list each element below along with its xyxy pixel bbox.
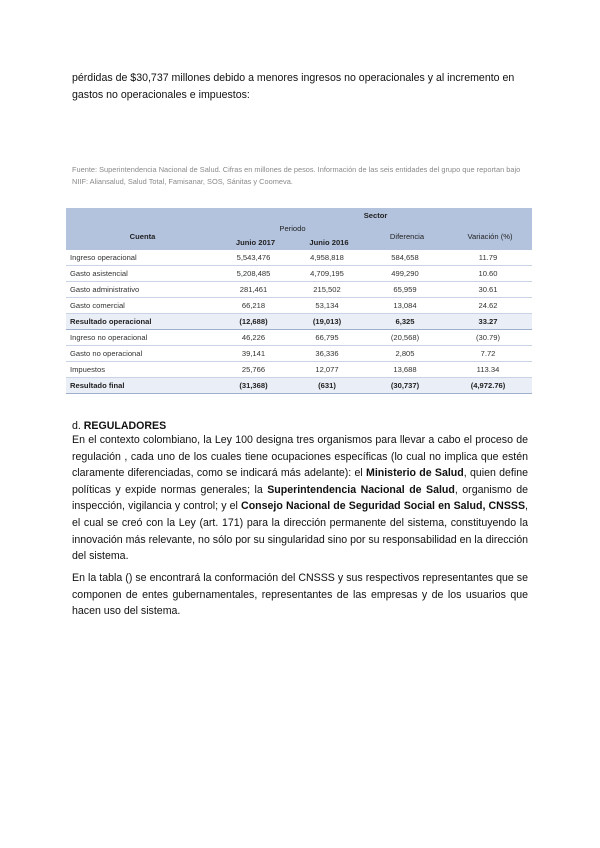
cell-variacion: 11.79 (448, 250, 532, 266)
cnsss-table-paragraph: En la tabla () se encontrará la conformación del CNSSS y sus respectivos representantes que se componen de entes gubernamentales, representantes de las empresas y de los usuarios que hacen uso del sistema. (72, 572, 528, 618)
section-prefix: d. (72, 420, 84, 432)
cell-diferencia: (20,568) (366, 330, 448, 346)
section-title: REGULADORES (83, 420, 167, 432)
cell-junio-2016: (19,013) (292, 314, 366, 330)
cell-junio-2017: 281,461 (219, 282, 292, 298)
table-row (66, 298, 532, 314)
cell-variacion: (4,972.76) (448, 378, 532, 394)
cell-junio-2017: 5,208,485 (219, 266, 292, 282)
table-row (66, 346, 532, 362)
cell-variacion: 24.62 (448, 298, 532, 314)
header-diferencia: Diferencia (366, 222, 448, 250)
cell-variacion: (30.79) (448, 330, 532, 346)
cell-cuenta: Impuestos (66, 362, 219, 378)
cell-variacion: 113.34 (448, 362, 532, 378)
table-row (66, 314, 532, 330)
ministerio-de-salud-term: Ministerio de Salud (366, 467, 464, 480)
table-row (66, 250, 532, 266)
cell-variacion: 10.60 (448, 266, 532, 282)
table-row (66, 330, 532, 346)
cell-cuenta: Gasto administrativo (66, 282, 219, 298)
cell-cuenta: Ingreso operacional (66, 250, 219, 266)
cell-diferencia: 13,084 (366, 298, 448, 314)
cell-junio-2016: 36,336 (292, 346, 366, 362)
cell-junio-2017: (31,368) (219, 378, 292, 394)
cell-cuenta: Ingreso no operacional (66, 330, 219, 346)
cell-junio-2016: 215,502 (292, 282, 366, 298)
cell-cuenta: Resultado operacional (66, 314, 219, 330)
cell-cuenta: Gasto comercial (66, 298, 219, 314)
cell-diferencia: 2,805 (366, 346, 448, 362)
table-row (66, 378, 532, 394)
cell-junio-2016: 4,958,818 (292, 250, 366, 266)
table-row (66, 266, 532, 282)
cell-junio-2017: 66,218 (219, 298, 292, 314)
cell-junio-2017: 46,226 (219, 330, 292, 346)
cell-junio-2016: 66,795 (292, 330, 366, 346)
superintendencia-term: Superintendencia Nacional de Salud (267, 483, 455, 496)
header-periodo: Periodo (219, 222, 366, 235)
cell-junio-2017: 39,141 (219, 346, 292, 362)
header-variacion: Variación (%) (448, 222, 532, 250)
cell-junio-2016: 4,709,195 (292, 266, 366, 282)
cell-cuenta: Resultado final (66, 378, 219, 394)
cell-junio-2016: 53,134 (292, 298, 366, 314)
financial-results-table (66, 208, 532, 394)
cell-diferencia: 13,688 (366, 362, 448, 378)
reguladores-paragraph: En el contexto colombiano, la Ley 100 designa tres organismos para llevar a cabo el proceso de regulación , cada uno de los cuales tiene ocupaciones específicas (lo cual no implica que estén claramente diferenciadas, como se indicará más adelante): el Ministerio de Salud, quien define políticas y expide normas generales; la Superintendencia Nacional de Salud, organismo de inspección, vigilancia y control; y el Consejo Nacional de Seguridad Social en Salud, CNSSS, el cual se creó con la Ley (art. 171) para la dirección permanente del sistema, constituyendo la innovación más relevante, no sólo por su singularidad sino por su responsabilidad en la dirección del sistema. (72, 434, 529, 563)
cell-diferencia: 584,658 (366, 250, 448, 266)
header-junio-2017: Junio 2017 (219, 235, 292, 250)
cell-junio-2016: (631) (292, 378, 366, 394)
cell-cuenta: Gasto asistencial (66, 266, 219, 282)
header-cuenta: Cuenta (66, 222, 219, 250)
header-sector: Sector (219, 208, 532, 222)
intro-paragraph: pérdidas de $30,737 millones debido a menores ingresos no operacionales y al incremento en gastos no operacionales e impuestos: (72, 72, 515, 101)
cell-diferencia: 499,290 (366, 266, 448, 282)
cell-junio-2016: 12,077 (292, 362, 366, 378)
cell-variacion: 30.61 (448, 282, 532, 298)
cell-diferencia: (30,737) (366, 378, 448, 394)
cell-diferencia: 65,959 (366, 282, 448, 298)
cell-variacion: 7.72 (448, 346, 532, 362)
cell-junio-2017: (12,688) (219, 314, 292, 330)
table-row (66, 362, 532, 378)
table-source-note: Fuente: Superintendencia Nacional de Salud. Cifras en millones de pesos. Información de las seis entidades del grupo que reportan bajo NIIF: Aliansalud, Salud Total, Famisanar, SOS, Sánitas y Coomeva. (72, 165, 521, 186)
cnsss-term: Consejo Nacional de Seguridad Social en Salud, CNSSS (241, 500, 526, 513)
cell-cuenta: Gasto no operacional (66, 346, 219, 362)
cell-diferencia: 6,325 (366, 314, 448, 330)
table-row (66, 282, 532, 298)
cell-junio-2017: 25,766 (219, 362, 292, 378)
cell-junio-2017: 5,543,476 (219, 250, 292, 266)
header-junio-2016: Junio 2016 (292, 235, 366, 250)
cell-variacion: 33.27 (448, 314, 532, 330)
